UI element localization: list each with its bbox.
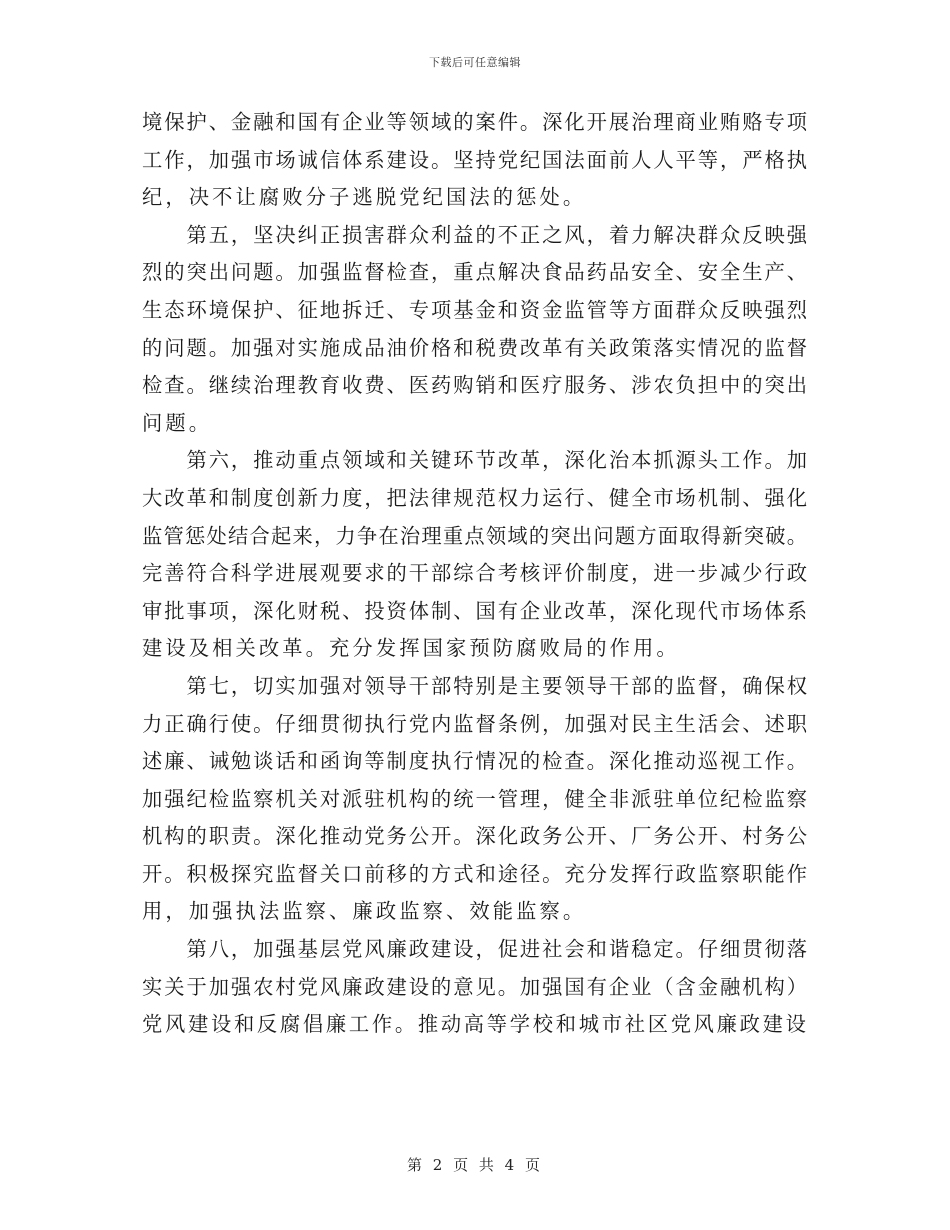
body-line: 用，加强执法监察、廉政监察、效能监察。 <box>142 899 587 924</box>
page-number-footer: 第 2 页 共 4 页 <box>407 1156 543 1174</box>
body-line: 审批事项，深化财税、投资体制、国有企业改革，深化现代市场体系 <box>142 598 809 623</box>
paragraph-5-first-line: 第五，坚决纠正损害群众利益的不正之风，着力解决群众反映强 <box>142 222 809 247</box>
body-line: 检查。继续治理教育收费、医药购销和医疗服务、涉农负担中的突出 <box>142 373 809 398</box>
body-line: 监管惩处结合起来，力争在治理重点领域的突出问题方面取得新突破。 <box>142 523 809 548</box>
body-line: 实关于加强农村党风廉政建设的意见。加强国有企业（含金融机构） <box>142 974 809 999</box>
body-line: 开。积极探究监督关口前移的方式和途径。充分发挥行政监察职能作 <box>142 861 809 886</box>
paragraph-7-first-line: 第七，切实加强对领导干部特别是主要领导干部的监督，确保权 <box>142 673 809 698</box>
body-line: 建设及相关改革。充分发挥国家预防腐败局的作用。 <box>142 636 680 661</box>
body-line: 问题。 <box>142 410 213 435</box>
body-line: 烈的突出问题。加强监督检查，重点解决食品药品安全、安全生产、 <box>142 260 809 285</box>
body-line: 生态环境保护、征地拆迁、专项基金和资金监管等方面群众反映强烈 <box>142 297 809 322</box>
body-line: 纪，决不让腐败分子逃脱党纪国法的惩处。 <box>142 185 587 210</box>
paragraph-6-first-line: 第六，推动重点领域和关键环节改革，深化治本抓源头工作。加 <box>142 448 809 473</box>
document-body <box>142 104 810 1044</box>
body-line: 境保护、金融和国有企业等领域的案件。深化开展治理商业贿赂专项 <box>142 110 809 134</box>
body-line: 的问题。加强对实施成品油价格和税费改革有关政策落实情况的监督 <box>142 335 809 360</box>
body-line: 机构的职责。深化推动党务公开。深化政务公开、厂务公开、村务公 <box>142 824 809 849</box>
page-header-note: 下载后可任意编辑 <box>429 56 521 69</box>
body-line: 加强纪检监察机关对派驻机构的统一管理，健全非派驻单位纪检监察 <box>142 786 809 811</box>
body-line: 述廉、诫勉谈话和函询等制度执行情况的检查。深化推动巡视工作。 <box>142 749 809 774</box>
body-line: 力正确行使。仔细贯彻执行党内监督条例，加强对民主生活会、述职 <box>142 711 809 736</box>
paragraph-8-first-line: 第八，加强基层党风廉政建设，促进社会和谐稳定。仔细贯彻落 <box>142 937 809 962</box>
body-line: 大改革和制度创新力度，把法律规范权力运行、健全市场机制、强化 <box>142 485 809 510</box>
body-line: 工作，加强市场诚信体系建设。坚持党纪国法面前人人平等，严格执 <box>142 147 809 172</box>
body-line: 党风建设和反腐倡廉工作。推动高等学校和城市社区党风廉政建设 <box>142 1012 809 1037</box>
body-line: 完善符合科学进展观要求的干部综合考核评价制度，进一步减少行政 <box>142 561 809 586</box>
